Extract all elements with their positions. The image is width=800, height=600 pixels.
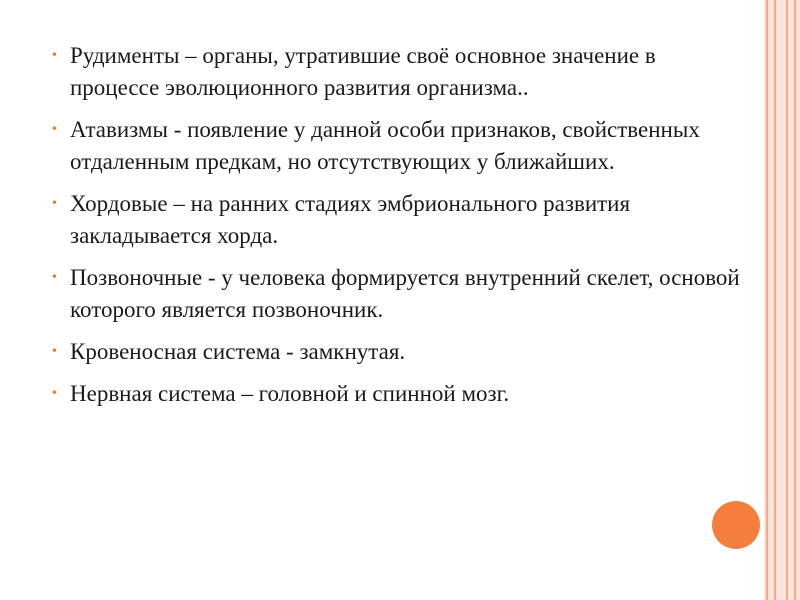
slide-content <box>50 40 750 420</box>
bullet-item-vertebrates <box>50 262 750 326</box>
bullet-text: Атавизмы - появление у данной особи признаков, свойственных отдаленным предкам, но отсутствующих у ближайших. <box>70 117 700 174</box>
border-line <box>794 0 796 600</box>
bullet-item-atavisms <box>50 114 750 178</box>
border-line <box>766 0 768 600</box>
bullet-icon: • <box>52 270 57 285</box>
bullet-text: Позвоночные - у человека формируется внутренний скелет, основой которого является позвоночник. <box>70 265 740 322</box>
bullet-text: Кровеносная система - замкнутая. <box>70 339 406 364</box>
bullet-item-chordates <box>50 188 750 252</box>
decorative-circle <box>712 501 760 549</box>
decorative-right-border <box>764 0 800 600</box>
bullet-item-circulatory-system <box>50 336 750 368</box>
bullet-item-nervous-system <box>50 378 750 410</box>
bullet-list <box>50 40 750 410</box>
bullet-text: Нервная система – головной и спинной мозг. <box>70 381 510 406</box>
bullet-icon: • <box>52 196 57 211</box>
bullet-text: Рудименты – органы, утратившие своё основное значение в процессе эволюционного развития организма.. <box>70 43 656 100</box>
bullet-text: Хордовые – на ранних стадиях эмбрионального развития закладывается хорда. <box>70 191 631 248</box>
bullet-icon: • <box>52 122 57 137</box>
border-line <box>786 0 788 600</box>
bullet-icon: • <box>52 386 57 401</box>
bullet-item-rudiments <box>50 40 750 104</box>
bullet-icon: • <box>52 344 57 359</box>
bullet-icon: • <box>52 48 57 63</box>
border-line <box>774 0 776 600</box>
